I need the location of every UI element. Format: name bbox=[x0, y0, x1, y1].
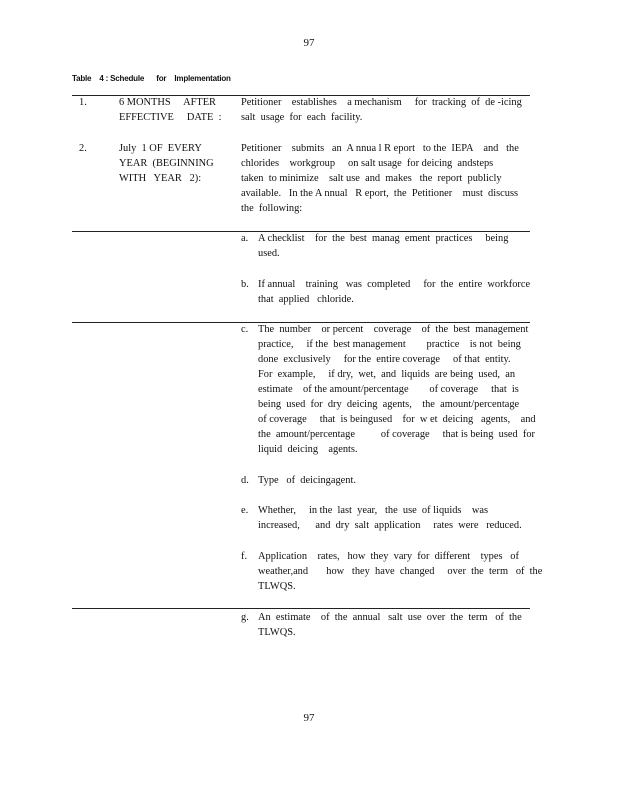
list-item-line: increased, and dry salt application rates were reduced. bbox=[258, 520, 522, 531]
list-item-line: The number or percent coverage of the best management bbox=[258, 324, 529, 335]
row-action-line: salt usage for each facility. bbox=[241, 112, 363, 123]
list-item-letter: e. bbox=[241, 505, 249, 516]
list-item-line: A checklist for the best manag ement practices being bbox=[258, 233, 509, 244]
list-item-line: of coverage that is beingused for w et deicing agents, and bbox=[258, 414, 536, 425]
list-item-letter: a. bbox=[241, 233, 249, 244]
list-item-line: that applied chloride. bbox=[258, 294, 354, 305]
list-item-letter: b. bbox=[241, 279, 249, 290]
list-item-line: Whether, in the last year, the use of liquids was bbox=[258, 505, 489, 516]
list-item-line: done exclusively for the entire coverage of that entity. bbox=[258, 354, 511, 365]
row-number: 2. bbox=[79, 143, 87, 154]
row-timing-line: 6 MONTHS AFTER bbox=[119, 97, 216, 108]
list-item-line: TLWQS. bbox=[258, 581, 296, 592]
list-item-letter: g. bbox=[241, 612, 249, 623]
list-item-line: An estimate of the annual salt use over the term of the bbox=[258, 612, 522, 623]
row-action-line: taken to minimize salt use and makes the report publicly bbox=[241, 173, 502, 184]
row-number: 1. bbox=[79, 97, 87, 108]
row-action-line: chlorides workgroup on salt usage for deicing andsteps bbox=[241, 158, 494, 169]
list-item-line: liquid deicing agents. bbox=[258, 444, 358, 455]
list-item-line: If annual training was completed for the entire workforce bbox=[258, 279, 531, 290]
list-item-line: For example, if dry, wet, and liquids are being used, an bbox=[258, 369, 516, 380]
row-timing-line: EFFECTIVE DATE : bbox=[119, 112, 222, 123]
list-item-line: estimate of the amount/percentage of coverage that is bbox=[258, 384, 519, 395]
row-timing-line: YEAR (BEGINNING bbox=[119, 158, 214, 169]
list-item-line: weather,and how they have changed over the term of the bbox=[258, 566, 543, 577]
row-action-line: Petitioner establishes a mechanism for tracking of de -icing bbox=[241, 97, 522, 108]
list-item-line: Application rates, how they vary for different types of bbox=[258, 551, 519, 562]
list-item-letter: c. bbox=[241, 324, 249, 335]
list-item-line: practice, if the best management practice is not being bbox=[258, 339, 521, 350]
row-action-line: the following: bbox=[241, 203, 303, 214]
list-item-letter: f. bbox=[241, 551, 248, 562]
table-caption: Table 4 : Schedule for Implementation bbox=[72, 74, 231, 83]
list-item-line: the amount/percentage of coverage that is being used for bbox=[258, 429, 535, 440]
list-item-line: being used for dry deicing agents, the amount/percentage bbox=[258, 399, 520, 410]
list-item-letter: d. bbox=[241, 475, 249, 486]
row-action-line: Petitioner submits an A nnua l R eport to the IEPA and the bbox=[241, 143, 519, 154]
page-number-top: 97 bbox=[303, 37, 315, 49]
row-timing-line: WITH YEAR 2): bbox=[119, 173, 202, 184]
list-item-line: TLWQS. bbox=[258, 627, 296, 638]
row-divider-3 bbox=[72, 608, 530, 609]
list-item-line: Type of deicingagent. bbox=[258, 475, 356, 486]
row-action-line: available. In the A nnual R eport, the Petitioner must discuss bbox=[241, 188, 519, 199]
row-timing-line: July 1 OF EVERY bbox=[119, 143, 202, 154]
page-number-bottom: 97 bbox=[303, 712, 315, 724]
list-item-line: used. bbox=[258, 248, 280, 259]
